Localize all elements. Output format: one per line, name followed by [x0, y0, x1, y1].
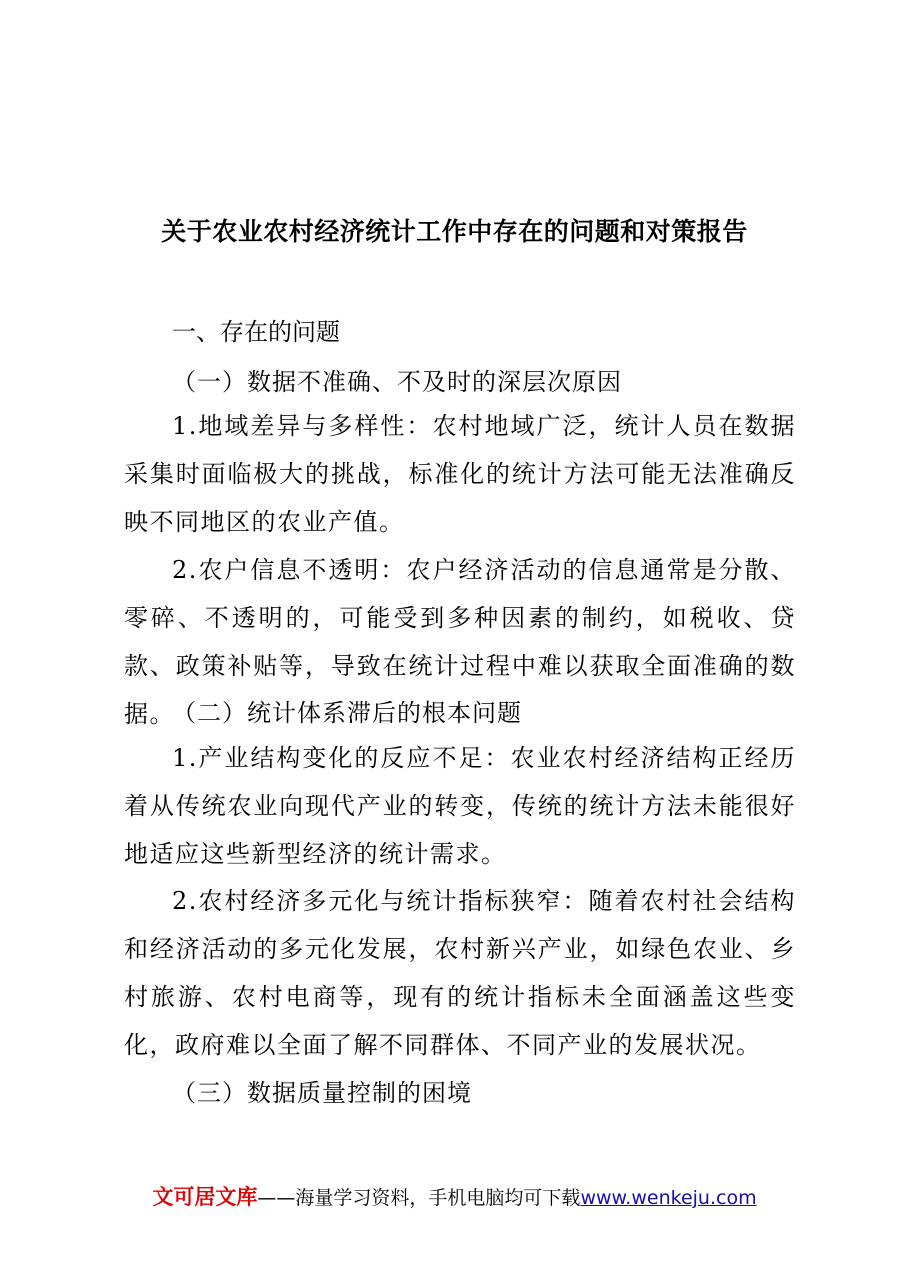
footer-banner: [0, 1181, 909, 1211]
footer-brand: 文可居文库: [152, 1185, 258, 1209]
section-heading-problems: 一、存在的问题: [172, 318, 340, 346]
subsection-heading-1: （一）数据不准确、不及时的深层次原因: [172, 368, 622, 396]
document-title: 关于农业农村经济统计工作中存在的问题和对策报告: [161, 217, 748, 246]
paragraph-2-1: 1.产业结构变化的反应不足：农业农村经济结构正经历着从传统农业向现代产业的转变，传统的统计方法未能很好地适应这些新型经济的统计需求。: [124, 744, 796, 868]
subsection-heading-3: （三）数据质量控制的困境: [172, 1079, 472, 1107]
footer-tagline: ——海量学习资料，手机电脑均可下载: [257, 1187, 581, 1209]
subsection-heading-2: （二）统计体系滞后的根本问题: [172, 699, 522, 727]
paragraph-2-2: 2.农村经济多元化与统计指标狭窄：随着农村社会结构和经济活动的多元化发展，农村新兴产业，如绿色农业、乡村旅游、农村电商等，现有的统计指标未全面涵盖这些变化，政府难以全面了解不同群体、不同产业的发展状况。: [124, 887, 796, 1059]
footer-website-link[interactable]: www.wenkeju.com: [580, 1187, 757, 1209]
paragraph-1-1: 1.地域差异与多样性：农村地域广泛，统计人员在数据采集时面临极大的挑战，标准化的统计方法可能无法准确反映不同地区的农业产值。: [124, 412, 796, 536]
paragraph-1-2: 2.农户信息不透明：农户经济活动的信息通常是分散、零碎、不透明的，可能受到多种因素的制约，如税收、贷款、政策补贴等，导致在统计过程中难以获取全面准确的数据。: [124, 556, 796, 728]
